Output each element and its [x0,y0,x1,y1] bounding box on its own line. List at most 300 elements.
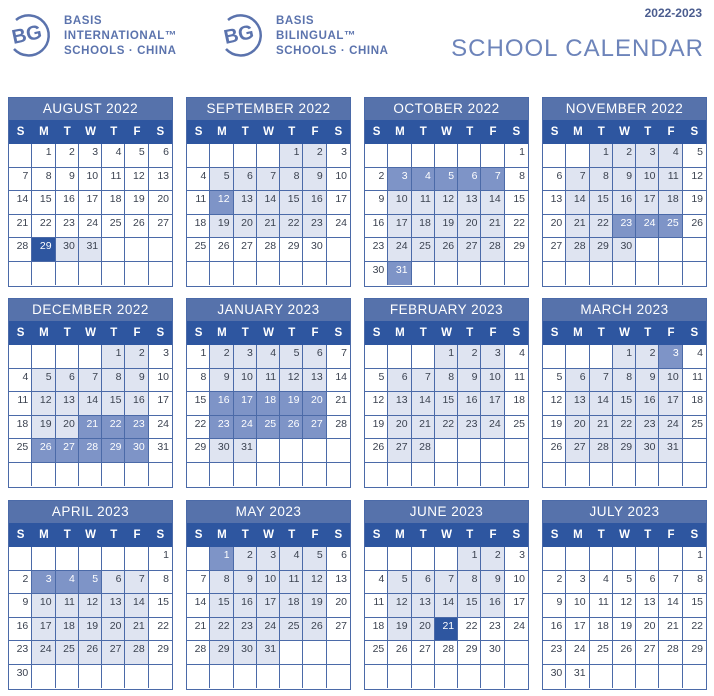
empty-cell [543,547,566,571]
day-cell: 16 [458,392,481,416]
day-cell: 18 [412,215,435,239]
day-cell: 9 [481,571,504,595]
day-cell: 5 [79,571,102,595]
day-cell: 20 [458,215,481,239]
empty-cell [79,463,102,487]
weekday-label: W [441,126,452,138]
weekday-label: S [512,529,521,541]
empty-cell [683,439,706,463]
empty-cell [435,439,458,463]
day-cell: 9 [56,168,79,192]
weekday-label: W [263,126,274,138]
day-cell: 6 [56,369,79,393]
day-cell: 26 [32,439,55,463]
day-cell: 12 [435,191,458,215]
empty-cell [683,262,706,286]
empty-cell [56,665,79,689]
day-cell: 5 [280,345,303,369]
day-cell: 15 [102,392,125,416]
day-cell: 25 [505,416,528,440]
weekday-label: F [133,126,141,138]
month-calendar [542,500,707,690]
day-cell: 28 [187,641,210,665]
weekday-label: S [512,126,521,138]
empty-cell [102,665,125,689]
day-cell: 19 [210,215,233,239]
day-cell: 30 [481,641,504,665]
weekday-label: S [690,529,699,541]
empty-cell [388,345,411,369]
day-cell: 9 [636,369,659,393]
empty-cell [327,262,350,286]
day-cell: 4 [365,571,388,595]
day-cell: 19 [303,594,326,618]
day-cell: 28 [79,439,102,463]
day-cell: 11 [102,168,125,192]
day-cell: 18 [365,618,388,642]
empty-cell [303,439,326,463]
empty-cell [481,262,504,286]
day-cell: 31 [388,262,411,286]
day-cell: 5 [388,571,411,595]
day-cell: 12 [683,168,706,192]
day-cell: 16 [365,215,388,239]
empty-cell [435,144,458,168]
day-grid [9,345,172,486]
logo-text [64,14,177,59]
empty-cell [210,144,233,168]
weekday-label: F [311,126,319,138]
day-cell: 4 [505,345,528,369]
empty-cell [505,463,528,487]
empty-cell [9,345,32,369]
day-cell: 2 [125,345,148,369]
weekday-label: S [156,529,165,541]
day-cell: 13 [327,571,350,595]
page-title: SCHOOL CALENDAR [451,35,704,62]
empty-cell [102,547,125,571]
month-title: APRIL 2023 [9,501,172,523]
day-cell: 3 [388,168,411,192]
weekday-label: M [573,126,583,138]
day-cell: 20 [234,215,257,239]
day-cell: 21 [9,215,32,239]
day-cell: 6 [636,571,659,595]
day-cell: 18 [280,594,303,618]
day-cell: 13 [303,369,326,393]
day-cell: 11 [683,369,706,393]
day-cell: 24 [32,641,55,665]
month-calendar [8,298,173,488]
day-cell: 14 [187,594,210,618]
day-cell: 14 [327,369,350,393]
day-cell: 24 [505,618,528,642]
day-cell: 9 [234,571,257,595]
empty-cell [125,262,148,286]
day-cell: 2 [613,144,636,168]
month-title: JULY 2023 [543,501,706,523]
day-cell: 10 [234,369,257,393]
day-cell: 22 [505,215,528,239]
day-cell: 17 [481,392,504,416]
day-cell: 1 [280,144,303,168]
day-cell: 5 [210,168,233,192]
day-cell: 28 [435,641,458,665]
day-cell: 14 [257,191,280,215]
day-cell: 10 [636,168,659,192]
empty-cell [327,238,350,262]
day-cell: 29 [613,439,636,463]
weekday-header [9,523,172,547]
empty-cell [149,665,172,689]
day-grid [9,547,172,688]
empty-cell [683,238,706,262]
weekday-label: M [217,126,227,138]
day-cell: 14 [125,594,148,618]
day-cell: 22 [590,215,613,239]
day-cell: 12 [79,594,102,618]
empty-cell [458,262,481,286]
day-cell: 21 [327,392,350,416]
day-cell: 24 [481,416,504,440]
month-calendar [364,500,529,690]
weekday-label: S [690,327,699,339]
day-cell: 11 [590,594,613,618]
month-title: SEPTEMBER 2022 [187,98,350,120]
day-cell: 21 [659,618,682,642]
day-cell: 5 [683,144,706,168]
empty-cell [636,238,659,262]
day-cell: 3 [149,345,172,369]
empty-cell [458,439,481,463]
day-cell: 31 [149,439,172,463]
weekday-label: T [110,126,118,138]
weekday-label: T [644,327,652,339]
month-calendar [186,97,351,287]
weekday-label: W [263,529,274,541]
day-cell: 30 [543,665,566,689]
empty-cell [9,463,32,487]
empty-cell [412,262,435,286]
day-cell: 24 [79,215,102,239]
weekday-label: S [16,126,25,138]
day-cell: 7 [590,369,613,393]
empty-cell [280,463,303,487]
empty-cell [435,262,458,286]
day-cell: 7 [435,571,458,595]
empty-cell [102,262,125,286]
day-cell: 1 [590,144,613,168]
day-cell: 19 [280,392,303,416]
weekday-label: S [194,126,203,138]
empty-cell [683,665,706,689]
day-cell: 8 [590,168,613,192]
day-cell: 19 [79,618,102,642]
day-cell: 4 [9,369,32,393]
day-cell: 6 [388,369,411,393]
day-cell: 8 [187,369,210,393]
month-title: JANUARY 2023 [187,299,350,321]
day-cell: 11 [280,571,303,595]
day-cell: 30 [636,439,659,463]
day-cell: 14 [79,392,102,416]
month-title: OCTOBER 2022 [365,98,528,120]
day-cell: 15 [590,191,613,215]
empty-cell [566,463,589,487]
day-cell: 15 [435,392,458,416]
day-cell: 18 [9,416,32,440]
day-cell: 30 [210,439,233,463]
empty-cell [149,262,172,286]
empty-cell [388,547,411,571]
empty-cell [257,144,280,168]
day-cell: 25 [659,215,682,239]
day-cell: 21 [125,618,148,642]
weekday-label: S [334,529,343,541]
day-cell: 18 [683,392,706,416]
day-cell: 28 [481,238,504,262]
weekday-label: S [550,327,559,339]
day-cell: 12 [613,594,636,618]
day-cell: 22 [458,618,481,642]
day-cell: 1 [149,547,172,571]
day-cell: 31 [234,439,257,463]
day-cell: 26 [79,641,102,665]
day-cell: 10 [79,168,102,192]
empty-cell [388,144,411,168]
logo-line: SCHOOLS · CHINA [276,45,389,57]
weekday-label: S [512,327,521,339]
empty-cell [636,463,659,487]
empty-cell [636,262,659,286]
day-cell: 28 [257,238,280,262]
day-cell: 13 [543,191,566,215]
day-cell: 31 [257,641,280,665]
day-cell: 22 [32,215,55,239]
day-cell: 20 [149,191,172,215]
day-cell: 27 [388,439,411,463]
day-cell: 11 [56,594,79,618]
day-cell: 23 [234,618,257,642]
day-cell: 24 [257,618,280,642]
weekday-header [365,523,528,547]
day-cell: 7 [412,369,435,393]
empty-cell [481,144,504,168]
day-cell: 26 [435,238,458,262]
day-cell: 15 [613,392,636,416]
day-cell: 8 [613,369,636,393]
weekday-label: M [217,529,227,541]
empty-cell [566,547,589,571]
empty-cell [149,463,172,487]
empty-cell [210,665,233,689]
weekday-label: W [85,327,96,339]
day-cell: 4 [590,571,613,595]
month-calendar [186,298,351,488]
day-cell: 6 [303,345,326,369]
month-calendar [186,500,351,690]
empty-cell [543,144,566,168]
day-cell: 19 [388,618,411,642]
empty-cell [481,439,504,463]
day-grid [9,144,172,285]
day-cell: 14 [590,392,613,416]
day-cell: 16 [56,191,79,215]
empty-cell [659,463,682,487]
day-cell: 19 [435,215,458,239]
weekday-label: M [573,529,583,541]
weekday-label: F [311,529,319,541]
day-cell: 1 [210,547,233,571]
day-cell: 6 [543,168,566,192]
day-cell: 13 [234,191,257,215]
day-cell: 25 [412,238,435,262]
day-cell: 16 [636,392,659,416]
weekday-label: T [241,126,249,138]
day-cell: 17 [327,191,350,215]
day-cell: 4 [187,168,210,192]
day-cell: 3 [636,144,659,168]
day-cell: 22 [187,416,210,440]
day-cell: 9 [365,191,388,215]
day-cell: 8 [210,571,233,595]
weekday-label: W [85,126,96,138]
weekday-label: S [550,126,559,138]
weekday-label: F [133,529,141,541]
weekday-label: T [288,529,296,541]
day-cell: 29 [683,641,706,665]
day-cell: 16 [210,392,233,416]
day-cell: 23 [56,215,79,239]
day-cell: 17 [388,215,411,239]
day-cell: 1 [613,345,636,369]
day-cell: 7 [566,168,589,192]
day-cell: 5 [125,144,148,168]
empty-cell [566,144,589,168]
month-title: AUGUST 2022 [9,98,172,120]
empty-cell [32,262,55,286]
day-cell: 2 [636,345,659,369]
empty-cell [32,665,55,689]
day-cell: 26 [388,641,411,665]
logo-mark: BG [9,21,44,49]
day-grid [187,547,350,688]
weekday-label: T [644,126,652,138]
day-cell: 1 [505,144,528,168]
day-cell: 22 [613,416,636,440]
day-cell: 8 [149,571,172,595]
day-cell: 23 [303,215,326,239]
day-cell: 17 [566,618,589,642]
day-cell: 30 [613,238,636,262]
day-cell: 29 [505,238,528,262]
weekday-label: S [372,327,381,339]
day-cell: 29 [280,238,303,262]
empty-cell [257,665,280,689]
day-cell: 15 [210,594,233,618]
empty-cell [613,463,636,487]
day-cell: 27 [566,439,589,463]
day-cell: 8 [102,369,125,393]
day-cell: 12 [210,191,233,215]
empty-cell [303,463,326,487]
day-cell: 18 [56,618,79,642]
day-cell: 23 [365,238,388,262]
day-cell: 11 [257,369,280,393]
day-cell: 9 [125,369,148,393]
day-cell: 3 [257,547,280,571]
logo-line: INTERNATIONAL™ [64,30,177,42]
day-cell: 26 [543,439,566,463]
empty-cell [32,345,55,369]
day-cell: 15 [187,392,210,416]
day-cell: 21 [590,416,613,440]
day-cell: 14 [412,392,435,416]
weekday-label: T [597,327,605,339]
weekday-label: S [194,529,203,541]
day-cell: 16 [234,594,257,618]
weekday-header [543,523,706,547]
weekday-label: W [263,327,274,339]
day-cell: 7 [79,369,102,393]
empty-cell [435,665,458,689]
day-cell: 7 [481,168,504,192]
day-cell: 23 [636,416,659,440]
weekday-label: S [690,126,699,138]
logo-line: BILINGUAL™ [276,30,357,42]
day-cell: 10 [505,571,528,595]
day-cell: 4 [659,144,682,168]
day-cell: 8 [683,571,706,595]
weekday-label: T [466,327,474,339]
empty-cell [388,463,411,487]
day-cell: 5 [32,369,55,393]
weekday-label: W [619,529,630,541]
empty-cell [303,665,326,689]
empty-cell [659,238,682,262]
weekday-label: T [241,327,249,339]
empty-cell [435,547,458,571]
day-cell: 13 [102,594,125,618]
logo-line: BASIS [64,15,103,27]
day-cell: 14 [659,594,682,618]
day-cell: 10 [257,571,280,595]
day-cell: 18 [590,618,613,642]
empty-cell [125,238,148,262]
day-cell: 26 [210,238,233,262]
weekday-header [9,120,172,144]
logo-line: BASIS [276,15,315,27]
day-cell: 21 [435,618,458,642]
day-cell: 17 [149,392,172,416]
day-grid [543,345,706,486]
empty-cell [481,463,504,487]
weekday-label: F [667,327,675,339]
empty-cell [303,641,326,665]
day-cell: 12 [125,168,148,192]
day-cell: 17 [234,392,257,416]
day-cell: 8 [458,571,481,595]
empty-cell [412,463,435,487]
day-grid [187,345,350,486]
day-cell: 14 [9,191,32,215]
empty-cell [543,463,566,487]
weekday-label: T [466,529,474,541]
day-cell: 20 [412,618,435,642]
day-cell: 22 [210,618,233,642]
day-cell: 10 [149,369,172,393]
day-cell: 1 [102,345,125,369]
